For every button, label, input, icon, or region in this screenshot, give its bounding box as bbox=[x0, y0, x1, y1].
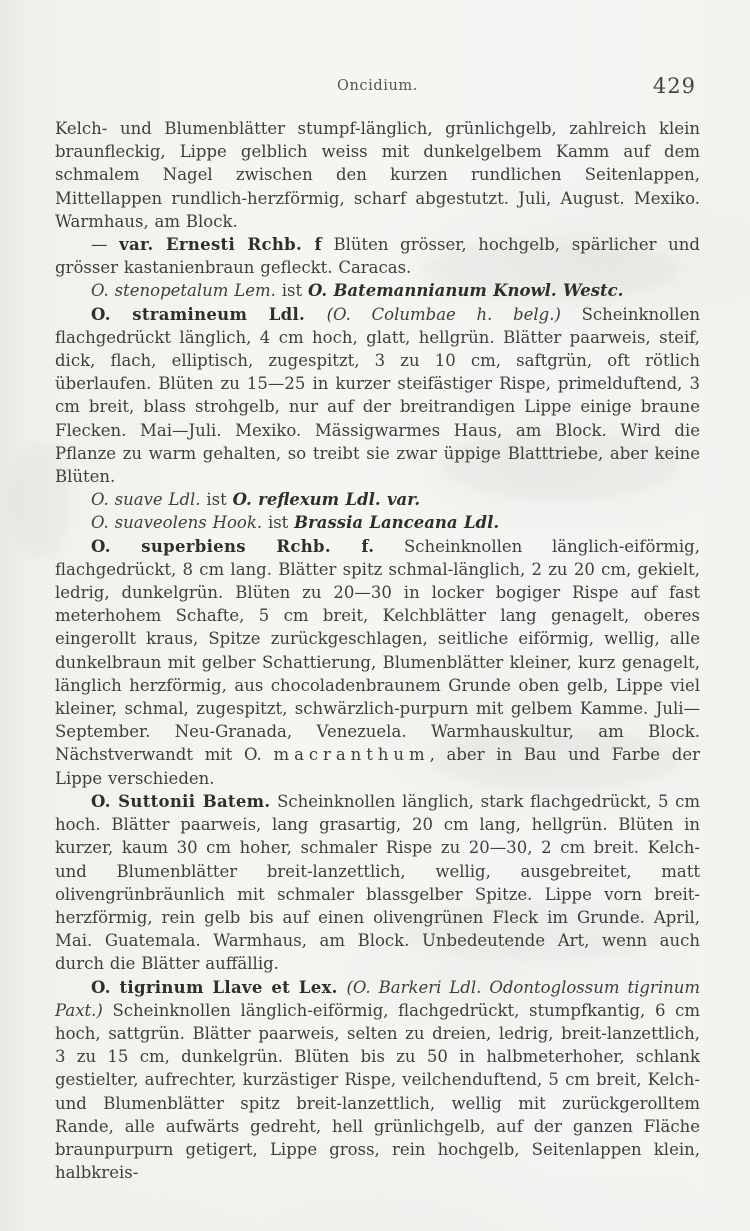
text-segment-bold: O. superbiens Rchb. f. bbox=[91, 536, 375, 556]
text-segment-italic: (O. Barkeri Ldl. Odontoglossum tigrinum Paxt.) bbox=[55, 977, 700, 1020]
paragraph bbox=[55, 511, 700, 534]
text-segment-roman: ist bbox=[262, 513, 295, 533]
page-number: 429 bbox=[652, 74, 696, 98]
text-segment-roman: Scheinknollen länglich-eiförmig, flachgedrückt, stumpfkantig, 6 cm hoch, sattgrün. Blätter paarweis, selten zu dreien, ledrig, breit-lanzettlich, 3 zu 15 cm, dunkelgrün. Blüten bis zu 50 in halbmeterhoher, schlank gestielter, aufrechter, kurzästiger Rispe, veilchenduftend, 5 cm breit, Kelch- und Blumenblätter spitz breit-lanzettlich, wellig mit zurückgerolltem Rande, alle aufwärts gedreht, hell grünlichgelb, auf der ganzen Fläche braunpurpurn getigert, Lippe gross, rein hochgelb, Seitenlappen klein, halbkreis- bbox=[55, 1000, 700, 1183]
text-segment-italic: (O. Columbae h. belg.) bbox=[326, 304, 561, 324]
text-segment-bolditalic: Brassia Lanceana Ldl. bbox=[294, 513, 500, 533]
text-segment-bold: O. tigrinum Llave et Lex. bbox=[91, 977, 347, 997]
text-segment-roman: Scheinknollen länglich, stark flachgedrückt, 5 cm hoch. Blätter paarweis, lang grasartig, 20 cm lang, hellgrün. Blüten in kurzer, kaum 30 cm hoher, schmaler Rispe zu 20—30, 2 cm breit. Kelch- und Blumenblätter breit-lanzettlich, wellig, ausgebreitet, matt olivengrünbräunlich mit schmaler blassgelber Spitze. Lippe vorn breit-herzförmig, rein gelb bis auf einen olivengrünen Fleck im Grunde. April, Mai. Guatemala. Warmhaus, am Block. Unbedeutende Art, wenn auch durch die Blätter auffällig. bbox=[55, 791, 700, 974]
text-segment-bolditalic: O. reflexum Ldl. var. bbox=[232, 490, 421, 510]
text-segment-roman: ist bbox=[200, 490, 233, 510]
paragraph bbox=[55, 976, 700, 1185]
paragraph bbox=[55, 535, 700, 790]
text-segment-roman: ist bbox=[275, 281, 308, 301]
text-segment-italic: O. stenopetalum Lem. bbox=[91, 281, 276, 301]
text-segment-roman: , aber in Bau und Farbe der Lippe verschieden. bbox=[55, 745, 700, 788]
text-segment-bolditalic: O. Batemannianum Knowl. Westc. bbox=[307, 281, 624, 301]
text-segment-roman: Scheinknollen länglich-eiförmig, flachgedrückt, 8 cm lang. Blätter spitz schmal-länglich, 2 zu 20 cm, gekielt, ledrig, dunkelgrün. Blüten zu 20—30 in locker bogiger Rispe auf fast meterhohem Schafte, 5 cm breit, Kelchblätter lang genagelt, oberes eingerollt kraus, Spitze zurückgeschlagen, seitliche eiförmig, wellig, alle dunkelbraun mit gelber Schattierung, Blumenblätter kleiner, kurz genagelt, länglich herzförmig, aus chocoladenbraunem Grunde oben gelb, Lippe viel kleiner, schmal, zugespitzt, schwärzlich-purpurn mit gelbem Kamme. Juli—September. Neu-Granada, Venezuela. Warmhauskultur, am Block. Nächstverwandt mit O. bbox=[55, 536, 700, 765]
text-segment-roman: Kelch- und Blumenblätter stumpf-länglich, grünlichgelb, zahlreich klein braunfleckig, Lippe gelblich weiss mit dunkelgelbem Kamm auf dem schmalem Nagel zwischen den kurzen rundlichen Seitenlappen, Mittellappen rundlich-herzförmig, scharf abgestutzt. Juli, August. Mexiko. Warmhaus, am Block. bbox=[55, 119, 700, 231]
text-segment-bold: var. Ernesti Rchb. f bbox=[119, 235, 322, 255]
paragraph bbox=[55, 303, 700, 489]
paragraph bbox=[55, 279, 700, 302]
paragraph bbox=[55, 488, 700, 511]
paragraph bbox=[55, 117, 700, 233]
text-segment-spaced: macranthum bbox=[273, 745, 430, 765]
page-header bbox=[55, 74, 700, 104]
paragraph bbox=[55, 790, 700, 976]
text-segment-italic: O. suave Ldl. bbox=[91, 490, 201, 510]
text-segment-roman: Scheinknollen flachgedrückt länglich, 4 cm hoch, glatt, hellgrün. Blätter paarweis, steif, dick, flach, elliptisch, zugespitzt, 3 zu 10 cm, saftgrün, oft rötlich überlaufen. Blüten zu 15—25 in kurzer steifästiger Rispe, primelduftend, 3 cm breit, blass strohgelb, nur auf der breitrandigen Lippe einige braune Flecken. Mai—Juli. Mexiko. Mässigwarmes Haus, am Block. Wird die Pflanze zu warm gehalten, so treibt sie zwar üppige Blatttriebe, aber keine Blüten. bbox=[55, 304, 700, 487]
running-title: Oncidium. bbox=[336, 78, 418, 94]
text-segment-roman: — bbox=[91, 235, 120, 255]
text-segment-bold: O. stramineum Ldl. bbox=[91, 304, 327, 324]
paragraph bbox=[55, 233, 700, 279]
text-block bbox=[55, 117, 700, 1184]
text-segment-bold: O. Suttonii Batem. bbox=[91, 791, 271, 811]
text-segment-roman: Blüten grösser, hochgelb, spärlicher und grösser kastanienbraun gefleckt. Caracas. bbox=[55, 235, 700, 278]
text-segment-italic: O. suaveolens Hook. bbox=[91, 513, 263, 533]
